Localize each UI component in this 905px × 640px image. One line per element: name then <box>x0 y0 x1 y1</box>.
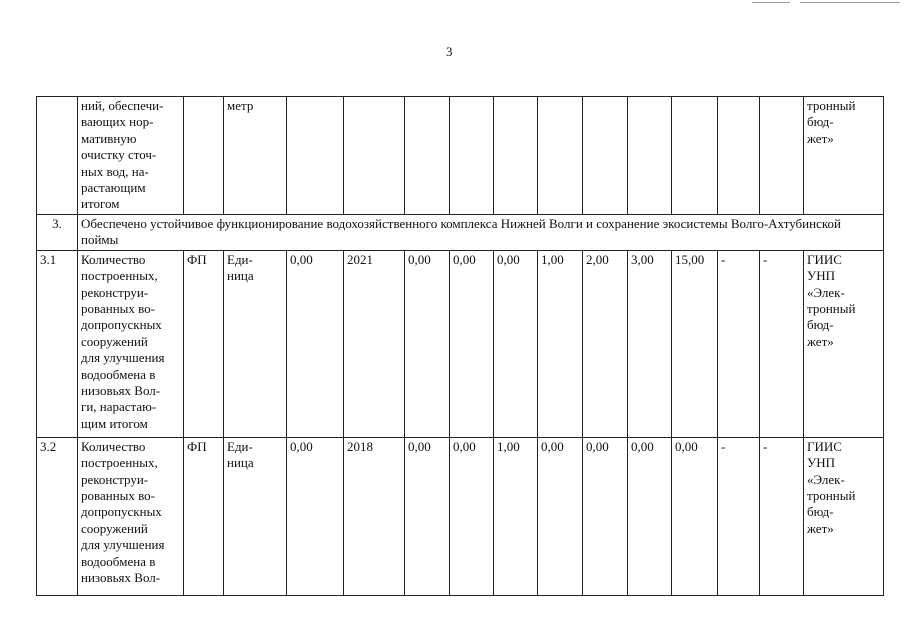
scan-mark <box>800 2 900 3</box>
value-cell: - <box>760 250 804 437</box>
source-cell: ГИИС УНП «Элек- тронный бюд- жет» <box>804 437 884 595</box>
cell <box>494 97 538 215</box>
value-cell: 0,00 <box>672 437 718 595</box>
cell <box>287 97 344 215</box>
row-number-cell: 3.1 <box>37 250 78 437</box>
value-cell: 0,00 <box>583 437 628 595</box>
unit-cell: метр <box>224 97 287 215</box>
value-cell: - <box>760 437 804 595</box>
cell <box>672 97 718 215</box>
value-cell: 1,00 <box>538 250 583 437</box>
cell <box>184 97 224 215</box>
value-cell: 0,00 <box>405 437 450 595</box>
unit-cell: Еди- ница <box>224 250 287 437</box>
source-cell: тронный бюд- жет» <box>804 97 884 215</box>
source-cell: ГИИС УНП «Элек- тронный бюд- жет» <box>804 250 884 437</box>
row-number-cell: 3.2 <box>37 437 78 595</box>
base-value-cell: 0,00 <box>287 437 344 595</box>
table-row <box>37 437 884 595</box>
section-title-cell: Обеспечено устойчивое функционирование водохозяйственного комплекса Нижней Волги и сохранение экосистемы Волго-Ахтубинской поймы <box>78 215 884 251</box>
value-cell: 0,00 <box>450 437 494 595</box>
scan-mark <box>752 2 790 3</box>
table-row <box>37 250 884 437</box>
value-cell: 0,00 <box>494 250 538 437</box>
indicator-table <box>36 96 884 596</box>
value-cell: 0,00 <box>628 437 672 595</box>
value-cell: 3,00 <box>628 250 672 437</box>
cell <box>344 97 405 215</box>
base-value-cell: 0,00 <box>287 250 344 437</box>
cell <box>405 97 450 215</box>
cell <box>37 97 78 215</box>
value-cell: - <box>718 250 760 437</box>
indicator-name-cell: ний, обеспечи- вающих нор- мативную очистку сточ- ных вод, на- растающим итогом <box>78 97 184 215</box>
cell <box>450 97 494 215</box>
cell <box>628 97 672 215</box>
value-cell: 0,00 <box>538 437 583 595</box>
cell <box>583 97 628 215</box>
indicator-name-cell: Количество построенных, реконструи- рованных во- допропускных сооружений для улучшения водообмена в низовьях Вол- ги, нарастаю- щим итогом <box>78 250 184 437</box>
value-cell: 2,00 <box>583 250 628 437</box>
cell <box>718 97 760 215</box>
value-cell: 0,00 <box>450 250 494 437</box>
value-cell: - <box>718 437 760 595</box>
indicator-name-cell: Количество построенных, реконструи- рованных во- допропускных сооружений для улучшения водообмена в низовьях Вол- <box>78 437 184 595</box>
value-cell: 1,00 <box>494 437 538 595</box>
value-cell: 15,00 <box>672 250 718 437</box>
base-year-cell: 2021 <box>344 250 405 437</box>
unit-cell: Еди- ница <box>224 437 287 595</box>
section-number-cell: 3. <box>37 215 78 251</box>
cell <box>760 97 804 215</box>
value-cell: 0,00 <box>405 250 450 437</box>
table-row-continuation <box>37 97 884 215</box>
table-row-section <box>37 215 884 251</box>
base-year-cell: 2018 <box>344 437 405 595</box>
cell <box>538 97 583 215</box>
page-number: 3 <box>446 44 453 59</box>
level-cell: ФП <box>184 250 224 437</box>
level-cell: ФП <box>184 437 224 595</box>
